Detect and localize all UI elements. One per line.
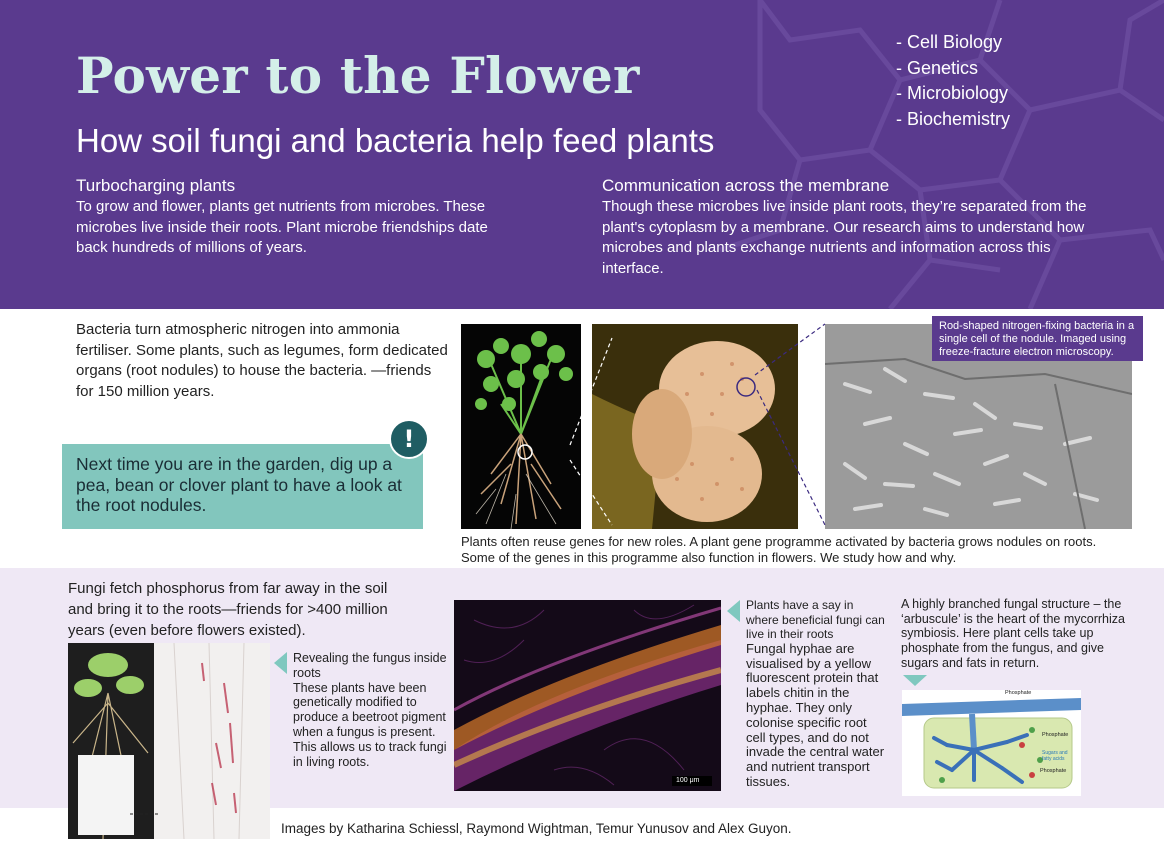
fluorescent-hyphae-image — [454, 600, 721, 791]
section-heading-turbocharging: Turbocharging plants — [76, 176, 236, 195]
zoom-connector-lines — [520, 320, 940, 535]
image-credits: Images by Katharina Schiessl, Raymond Wightman, Temur Yunusov and Alex Guyon. — [281, 821, 792, 836]
header-band — [0, 0, 1164, 309]
section-body-communication: Though these microbes live inside plant roots, they’re separated from the plant's cytoplasm by a membrane. Our research aims to understand how microbes and plants exchange nutrients and information across this interface. — [602, 198, 1087, 277]
fungi-text: Fungi fetch phosphorus from far away in the soil and bring it to the roots—friends for >400 million years (even before flowers existed). — [68, 580, 388, 639]
diagram-label-sugars: Sugars and fatty acids — [1042, 750, 1068, 762]
poster-subtitle: How soil fungi and bacteria help feed plants — [76, 122, 715, 159]
section-body-turbocharging: To grow and flower, plants get nutrients from microbes. These microbes live inside their roots. Plant microbe friendships date back hundreds of millions of years. — [76, 198, 488, 256]
hyphae-caption-title: Plants have a say in where beneficial fungi can live in their roots — [746, 598, 885, 642]
diagram-label-phosphate: Phosphate — [1040, 768, 1067, 774]
diagram-label-phosphate: Phosphate — [1042, 732, 1069, 738]
scale-bar-label: 100 μm — [676, 777, 700, 784]
reveal-fungus-caption — [293, 651, 453, 769]
pointer-triangle-icon — [903, 675, 927, 686]
hyphae-caption-body: Fungal hyphae are visualised by a yellow fluorescent protein that labels chitin in the hyphae. They only colonise specific root cell types, and do not invade the central water and nutrient transport tissues. — [746, 640, 885, 789]
diagram-label-phosphate: Phosphate — [1005, 690, 1032, 696]
topic-item: - Cell Biology — [896, 32, 1003, 52]
pointer-triangle-icon — [727, 600, 740, 622]
reveal-fungus-body: These plants have been genetically modified to produce a beetroot pigment when a fungus is present. This allows us to track fungi in living roots. — [293, 680, 447, 769]
nodule-caption: Plants often reuse genes for new roles. A plant gene programme activated by bacteria grows nodules on roots. Some of the genes in this programme also function in flowers. We study how and why. — [461, 534, 1097, 565]
bacteria-text: Bacteria turn atmospheric nitrogen into ammonia fertiliser. Some plants, such as legumes, form dedicated organs (root nodules) to house the bacteria. —friends for 150 million years. — [76, 321, 448, 400]
electron-microscopy-label: Rod-shaped nitrogen-fixing bacteria in a single cell of the nodule. Imaged using freeze-fracture electron microscopy. — [932, 316, 1143, 361]
section-heading-communication: Communication across the membrane — [602, 176, 890, 195]
topic-item: - Genetics — [896, 57, 979, 78]
hyphae-caption — [746, 598, 888, 790]
topic-list — [896, 30, 1010, 132]
garden-tip-text: Next time you are in the garden, dig up a pea, bean or clover plant to have a look at the root nodules. — [76, 454, 402, 516]
arbuscule-diagram — [902, 690, 1081, 796]
reveal-fungus-title: Revealing the fungus inside roots — [293, 651, 447, 680]
pointer-triangle-icon — [274, 652, 287, 674]
topic-item: - Biochemistry — [896, 108, 1011, 129]
topic-item: - Microbiology — [896, 83, 1009, 103]
arbuscule-caption: A highly branched fungal structure – the ‘arbuscule’ is the heart of the mycorrhiza symbiosis. Here plant cells take up phosphate from the fungus, and give sugars and fats in return. — [901, 597, 1125, 670]
alert-icon: ! — [389, 419, 433, 463]
beetroot-pigment-root-photo — [154, 643, 270, 839]
garden-tip-box — [62, 444, 423, 529]
poster-title: Power to the Flower — [76, 46, 640, 105]
zoom-connector-fungi — [130, 780, 160, 820]
